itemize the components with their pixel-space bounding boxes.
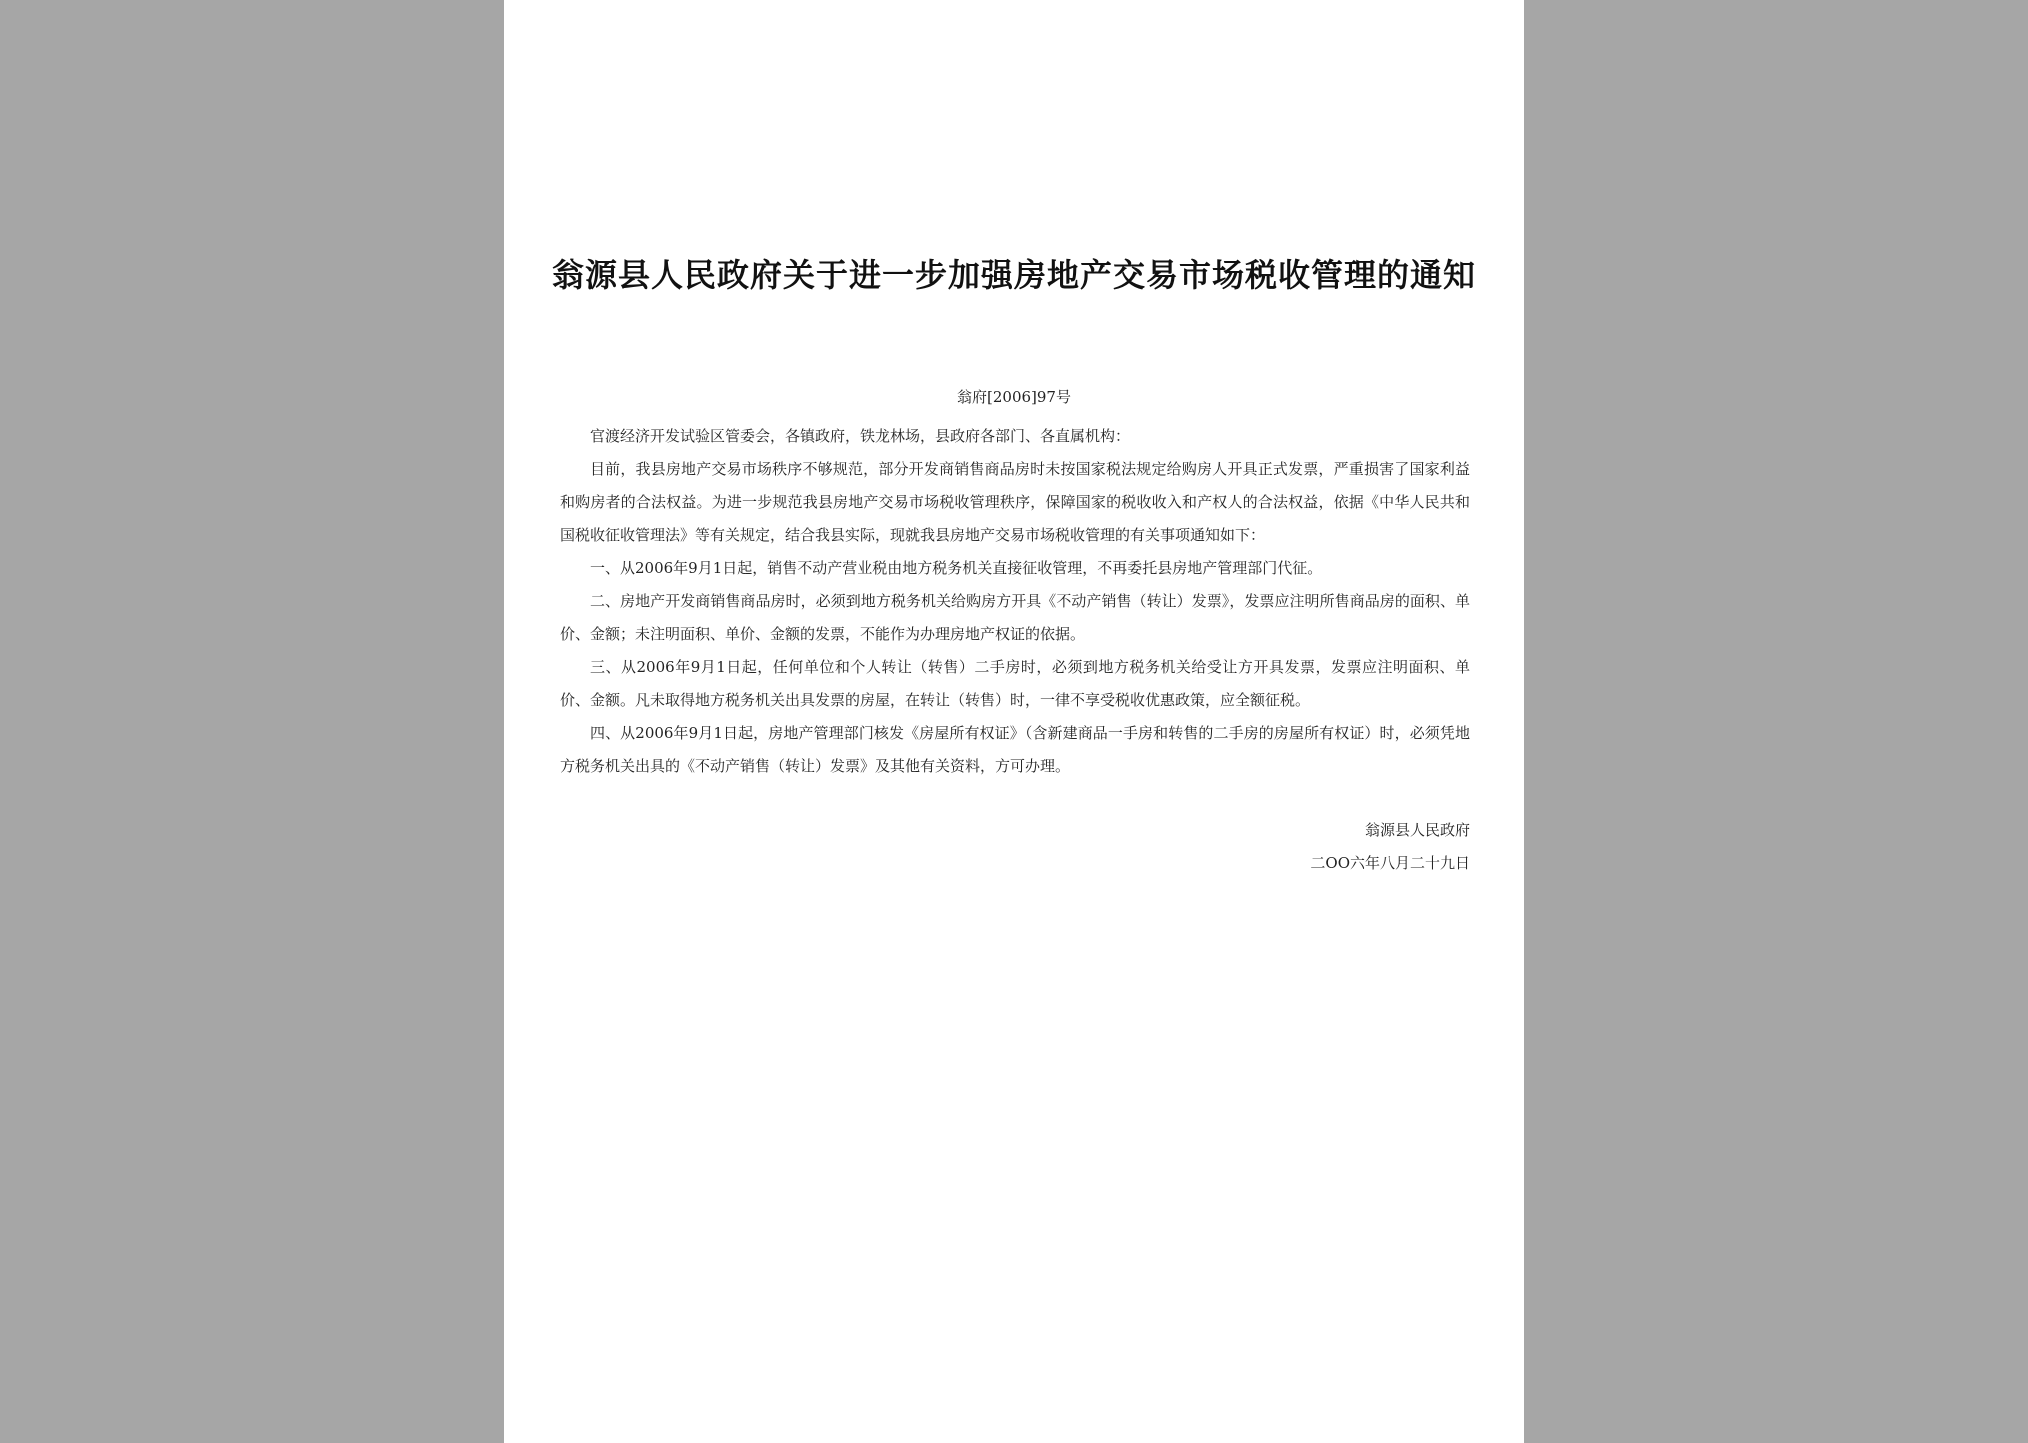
paragraph-intro: 目前，我县房地产交易市场秩序不够规范，部分开发商销售商品房时未按国家税法规定给购房人开具正式发票，严重损害了国家利益和购房者的合法权益。为进一步规范我县房地产交易市场税收管理秩序，保障国家的税收收入和产权人的合法权益，依据《中华人民共和国税收征收管理法》等有关规定，结合我县实际，现就我县房地产交易市场税收管理的有关事项通知如下： [560,460,1470,544]
document-page [504,0,1524,1443]
document-body [560,420,1470,783]
issuer-name: 翁源县人民政府 [1364,821,1470,839]
paragraph-item-1: 一、从2006年9月1日起，销售不动产营业税由地方税务机关直接征收管理，不再委托县房地产管理部门代征。 [590,559,1323,577]
signature-block [1310,814,1470,880]
issue-date: 二OO六年八月二十九日 [1310,854,1470,872]
document-number: 翁府[2006]97号 [957,388,1071,406]
paragraph-item-2: 二、房地产开发商销售商品房时，必须到地方税务机关给购房方开具《不动产销售（转让）发票》，发票应注明所售商品房的面积、单价、金额；未注明面积、单价、金额的发票，不能作为办理房地产权证的依据。 [560,592,1470,643]
document-title: 翁源县人民政府关于进一步加强房地产交易市场税收管理的通知 [551,256,1476,294]
paragraph-item-3: 三、从2006年9月1日起，任何单位和个人转让（转售）二手房时，必须到地方税务机关给受让方开具发票，发票应注明面积、单价、金额。凡未取得地方税务机关出具发票的房屋，在转让（转售）时，一律不享受税收优惠政策，应全额征税。 [560,658,1470,709]
paragraph-item-4: 四、从2006年9月1日起，房地产管理部门核发《房屋所有权证》（含新建商品一手房和转售的二手房的房屋所有权证）时，必须凭地方税务机关出具的《不动产销售（转让）发票》及其他有关资料，方可办理。 [560,724,1470,775]
salutation: 官渡经济开发试验区管委会，各镇政府，铁龙林场，县政府各部门、各直属机构： [590,427,1131,445]
